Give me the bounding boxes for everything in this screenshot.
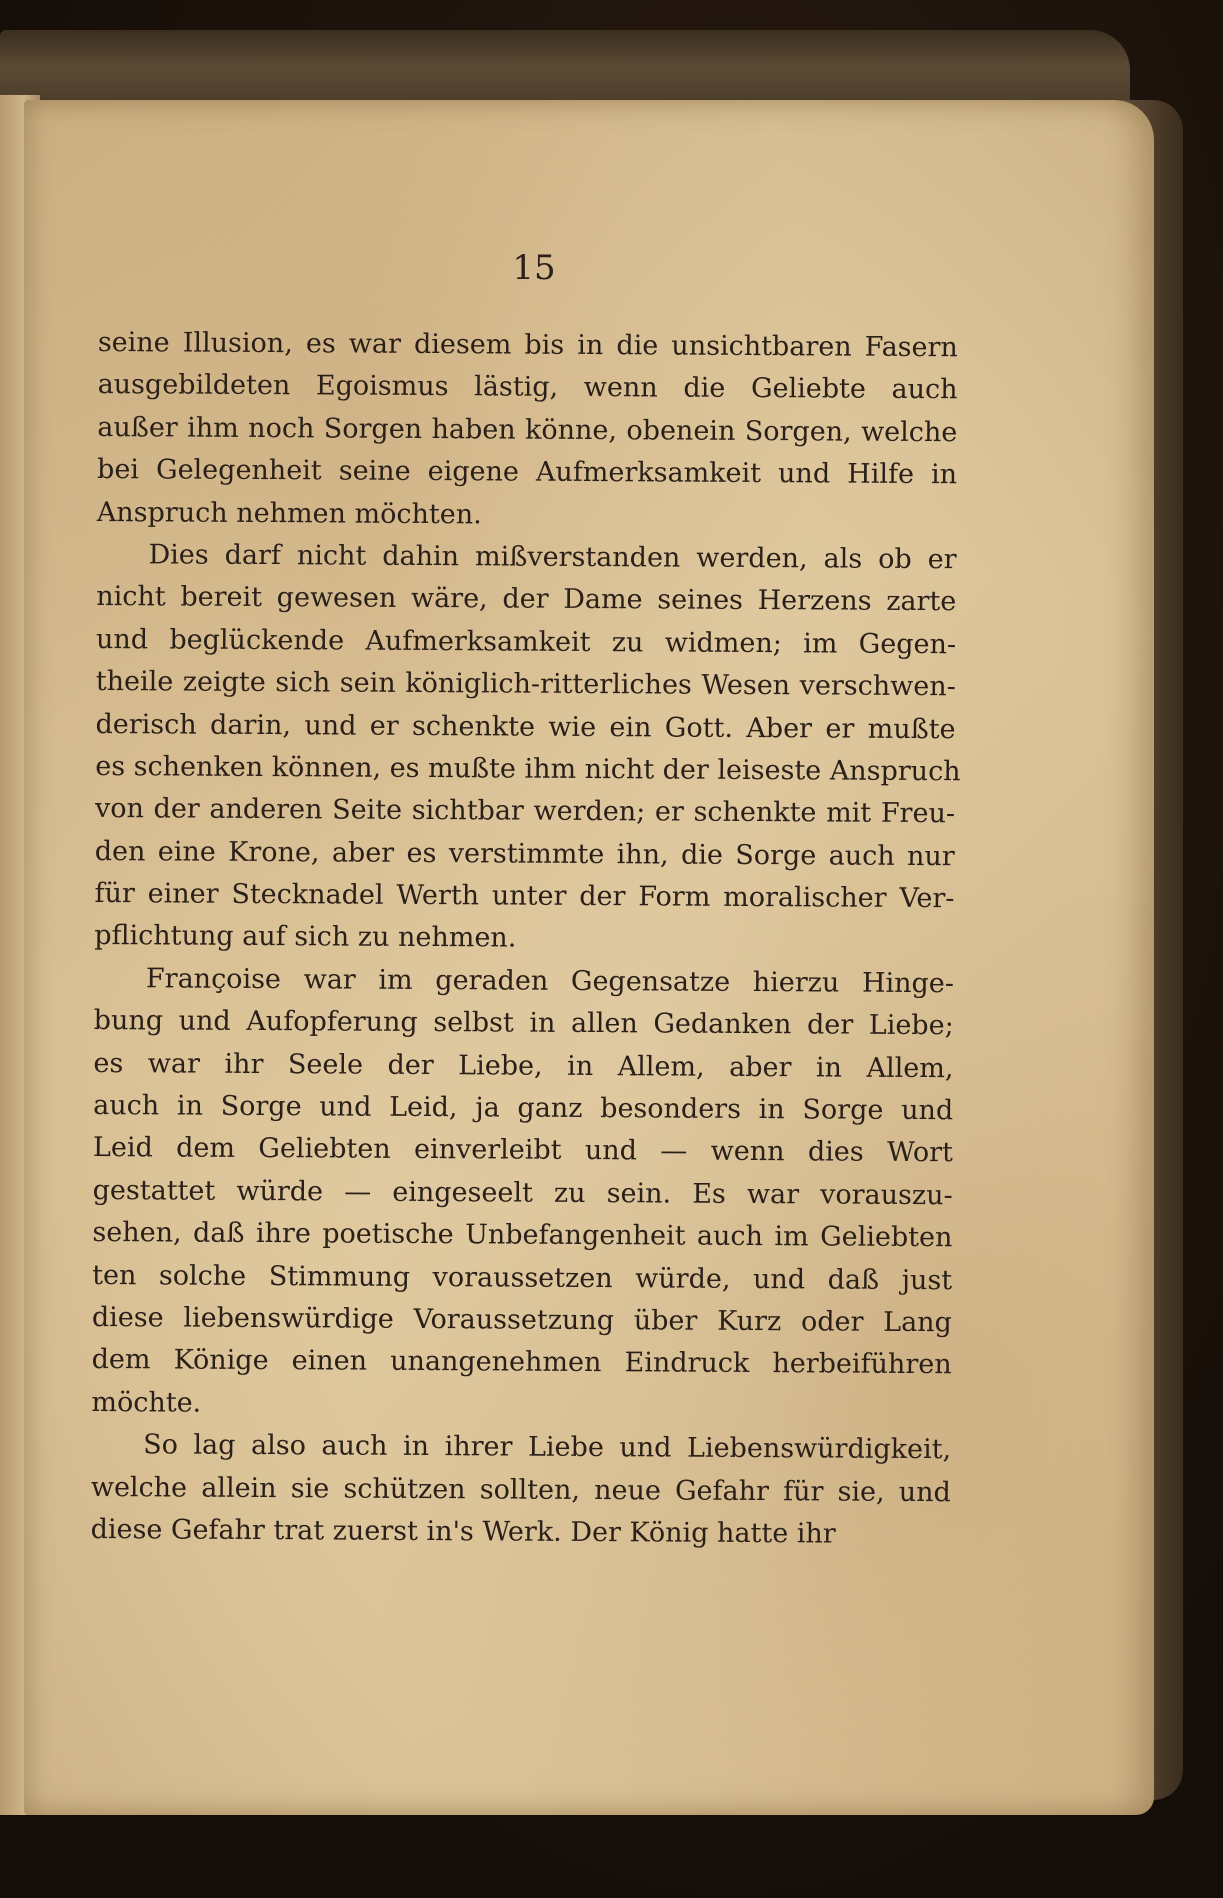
book-top-edge — [0, 30, 1130, 110]
text-line: Françoise war im geraden Gegensatze hierzu Hinge- — [145, 963, 955, 1000]
text-line: bei Gelegenheit seine eigene Aufmerksamkeit und Hilfe in — [97, 454, 958, 491]
text-line: diese liebenswürdige Voraussetzung über Kurz oder Lang — [91, 1301, 952, 1339]
paragraph — [91, 958, 954, 1430]
text-line: bung und Aufopferung selbst in allen Gedanken der Liebe; — [93, 1005, 954, 1042]
text-line: gestattet würde — eingeseelt zu sein. Es war vorauszu- — [92, 1174, 953, 1212]
text-line: welche allein sie schützen sollten, neue Gefahr für sie, und — [90, 1471, 951, 1508]
text-line: Anspruch nehmen möchten. — [96, 496, 482, 530]
page-text — [90, 322, 961, 1557]
text-line: ausgebildeten Egoismus lästig, wenn die Geliebte auch — [97, 369, 958, 406]
text-line: Dies darf nicht dahin mißverstanden werden, als ob er — [148, 539, 957, 576]
text-line: dem Könige einen unangenehmen Eindruck herbeiführen — [91, 1344, 952, 1381]
paragraph — [90, 1424, 951, 1556]
text-line: So lag also auch in ihrer Liebe und Liebenswürdigkeit, — [143, 1429, 952, 1466]
text-line: möchte. — [91, 1386, 202, 1419]
text-line: den eine Krone, aber es verstimmte ihn, die Sorge auch nur — [94, 835, 955, 872]
text-line: seine Illusion, es war diesem bis in die unsichtbaren Fasern — [97, 326, 958, 364]
text-line: derisch darin, und er schenkte wie ein Gott. Aber er mußte — [95, 708, 956, 745]
text-line: es war ihr Seele der Liebe, in Allem, aber in Allem, — [93, 1047, 954, 1084]
text-line: pflichtung auf sich zu nehmen. — [94, 920, 517, 955]
paragraph — [97, 322, 958, 539]
text-line: außer ihm noch Sorgen haben könne, obenein Sorgen, welche — [97, 411, 958, 449]
text-line: für einer Stecknadel Werth unter der Form moralischer Ver- — [94, 878, 955, 915]
page-number: 15 — [512, 248, 556, 288]
book-page — [24, 100, 1154, 1815]
text-line: und beglückende Aufmerksamkeit zu widmen; im Gegen- — [95, 623, 957, 660]
text-line: auch in Sorge und Leid, ja ganz besonders in Sorge und — [93, 1090, 954, 1127]
text-line: sehen, daß ihre poetische Unbefangenheit auch im Geliebten — [92, 1217, 953, 1254]
text-line: von der anderen Seite sichtbar werden; er schenkte mit Freu- — [94, 793, 956, 830]
text-line: es schenken können, es mußte ihm nicht der leiseste Anspruch — [95, 750, 961, 788]
text-line: diese Gefahr trat zuerst in's Werk. Der König hatte ihr — [90, 1513, 836, 1550]
text-line: ten solche Stimmung voraussetzen würde, und daß just — [92, 1259, 953, 1296]
text-line: nicht bereit gewesen wäre, der Dame seines Herzens zarte — [96, 581, 957, 618]
text-line: theile zeigte sich sein königlich-ritterliches Wesen verschwen- — [95, 666, 956, 703]
paragraph — [94, 534, 961, 963]
text-line: Leid dem Geliebten einverleibt und — wenn dies Wort — [92, 1132, 954, 1169]
